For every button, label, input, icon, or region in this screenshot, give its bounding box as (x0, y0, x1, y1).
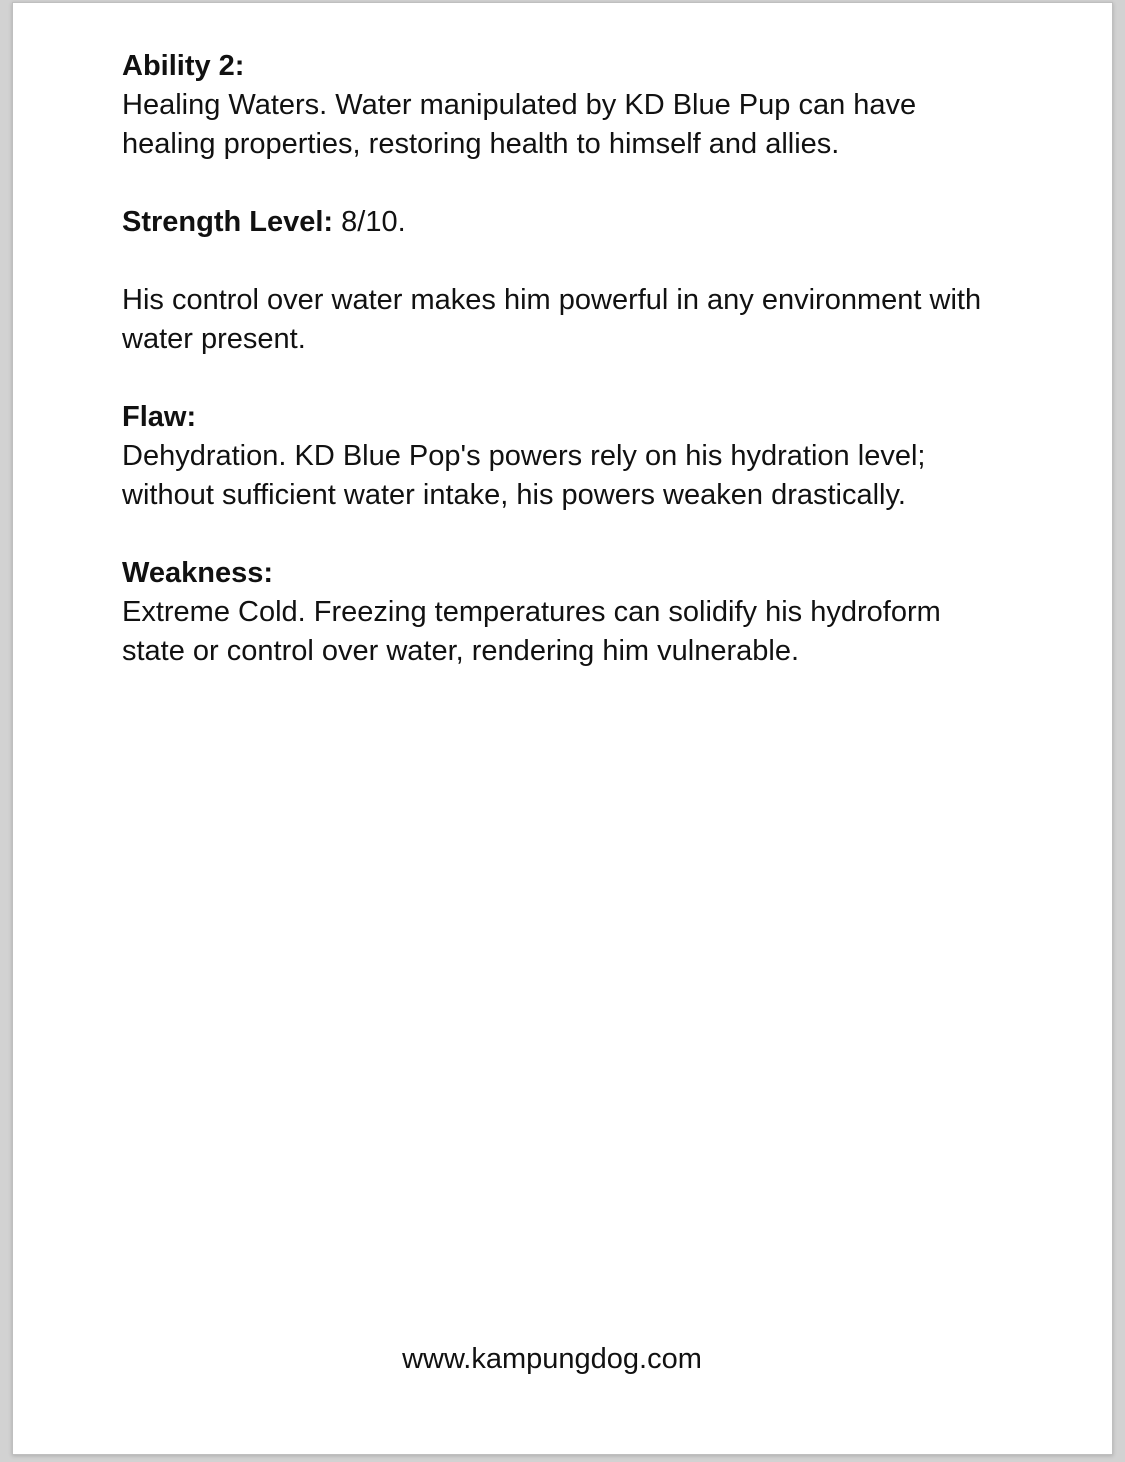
section-weakness (122, 554, 982, 671)
ability-2-body-line: Healing Waters. Water manipulated by KD Blue Pup can have (122, 89, 917, 121)
weakness-heading: Weakness: (122, 557, 273, 589)
section-ability-2 (122, 47, 982, 164)
flaw-body-line: without sufficient water intake, his powers weaken drastically. (122, 479, 906, 511)
strength-level-label: Strength Level: (122, 206, 334, 238)
strength-level-value: 8/10. (333, 206, 406, 238)
footer-url: www.kampungdog.com (402, 1343, 702, 1375)
document-content (13, 3, 982, 671)
flaw-heading: Flaw: (122, 401, 197, 433)
ability-2-heading: Ability 2: (122, 50, 245, 82)
water-control-body-line: His control over water makes him powerful in any environment with (122, 284, 982, 316)
document-page (12, 2, 1113, 1455)
weakness-body-line: state or control over water, rendering him vulnerable. (122, 635, 800, 667)
weakness-body-line: Extreme Cold. Freezing temperatures can solidify his hydroform (122, 596, 941, 628)
section-strength-level (122, 203, 982, 242)
ability-2-body-line: healing properties, restoring health to himself and allies. (122, 128, 840, 160)
section-flaw (122, 398, 982, 515)
section-water-control (122, 281, 982, 359)
water-control-body-line: water present. (122, 323, 306, 355)
flaw-body-line: Dehydration. KD Blue Pop's powers rely on his hydration level; (122, 440, 926, 472)
strength-level-line (122, 203, 982, 242)
